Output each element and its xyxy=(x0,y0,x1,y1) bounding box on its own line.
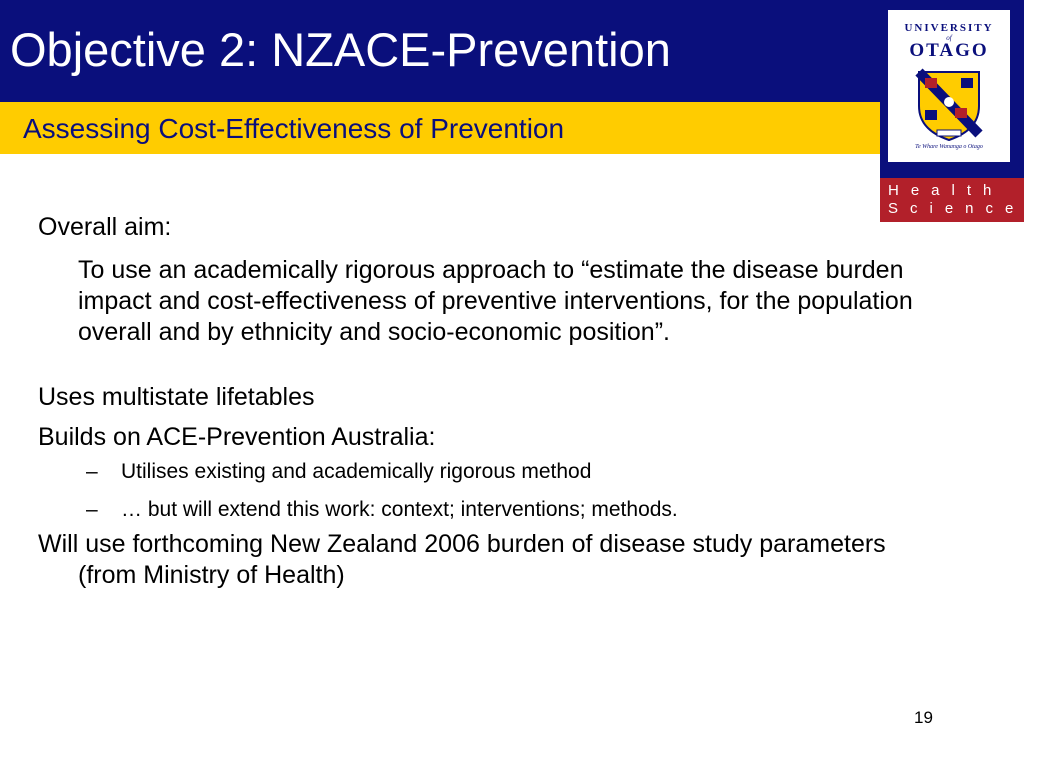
university-logo xyxy=(880,0,1045,222)
health-text: Health xyxy=(888,182,1004,199)
sub-bullet-text: Utilises existing and academically rigorous method xyxy=(121,460,592,483)
sub-bullet-list xyxy=(38,453,948,529)
sub-bullet-item xyxy=(86,453,948,491)
bullet-lifetables: Uses multistate lifetables xyxy=(38,383,315,411)
sub-bullet-text: … but will extend this work: context; interventions; methods. xyxy=(121,498,678,521)
overall-aim-label: Overall aim: xyxy=(38,213,172,241)
logo-motto: Te Whare Wananga o Otago xyxy=(915,144,983,150)
dash-marker: – xyxy=(86,460,98,483)
slide-body xyxy=(38,212,948,591)
sciences-text: Sciences xyxy=(888,200,1045,217)
overall-aim-text: To use an academically rigorous approach to “estimate the disease burden impact and cost-effectiveness of preventive interventions, for the population overall and by ethnicity and socio-economic position”. xyxy=(78,256,913,346)
sub-bullet-item xyxy=(86,491,948,529)
title-bar xyxy=(0,0,880,102)
bullet-nz2006: Will use forthcoming New Zealand 2006 burden of disease study parameters (from Ministry of Health) xyxy=(38,530,886,589)
crest-shield-icon xyxy=(915,68,983,142)
otago-crest-panel xyxy=(888,10,1010,162)
page-number: 19 xyxy=(914,708,933,727)
slide-subtitle: Assessing Cost-Effectiveness of Prevention xyxy=(23,113,565,144)
subtitle-bar xyxy=(0,102,880,154)
slide-title: Objective 2: NZACE-Prevention xyxy=(10,23,671,76)
logo-university-text: UNIVERSITY xyxy=(904,22,994,34)
logo-otago-text: OTAGO xyxy=(909,40,989,61)
dash-marker: – xyxy=(86,498,98,521)
bullet-builds-on: Builds on ACE-Prevention Australia: xyxy=(38,423,436,451)
logo-of-text: of xyxy=(946,34,952,42)
